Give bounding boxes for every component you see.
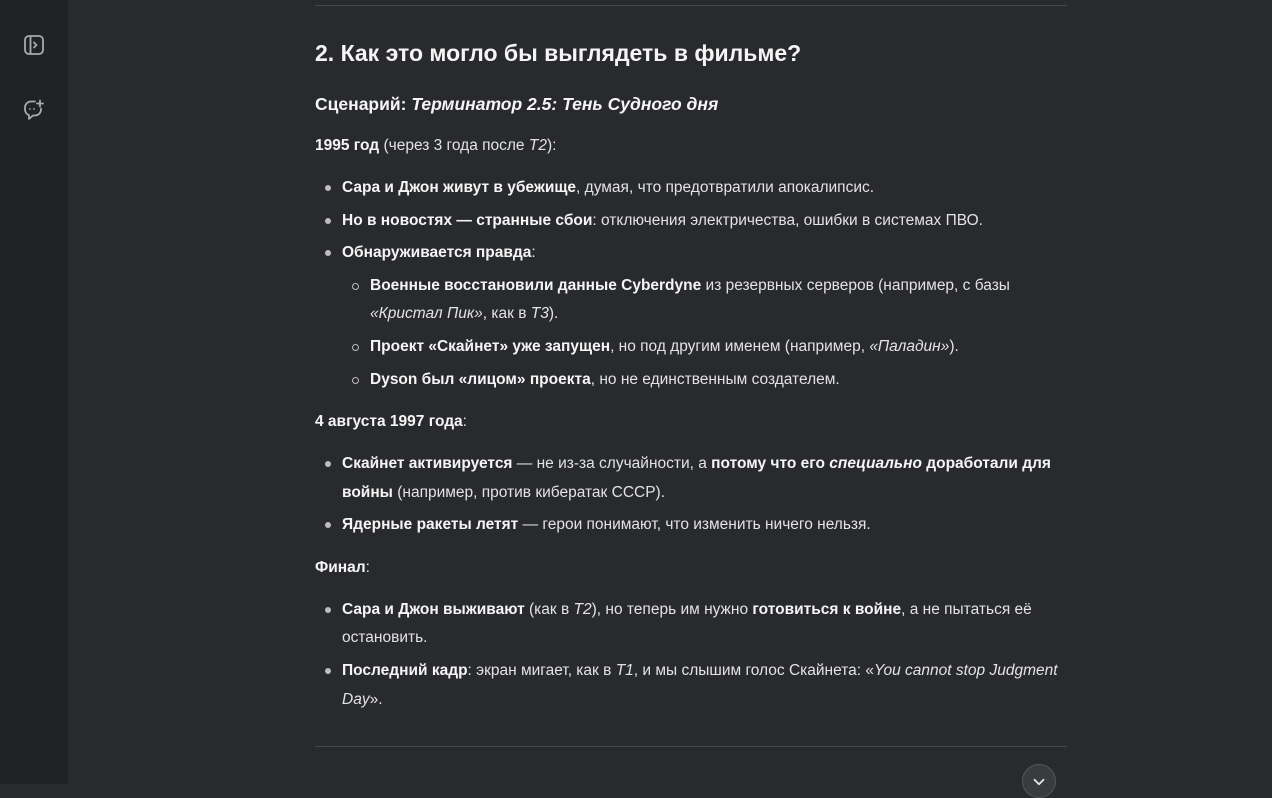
bullet	[325, 607, 331, 613]
bullet	[325, 668, 331, 674]
list-item: Скайнет активируется — не из-за случайности, а потому что его специально доработали для	[342, 455, 1051, 472]
sub-bullet	[352, 283, 359, 290]
bullet	[325, 461, 331, 467]
bullet	[325, 522, 331, 528]
final-paragraph: Финал:	[315, 559, 370, 576]
scenario-title: Сценарий: Терминатор 2.5: Тень Судного дня	[315, 94, 719, 114]
sub-list-item-continuation: «Кристал Пик», как в T3).	[370, 305, 559, 322]
divider-bottom	[315, 746, 1067, 747]
sidebar	[0, 0, 68, 784]
bullet	[325, 250, 331, 256]
sidebar-toggle-icon	[22, 33, 46, 57]
new-chat-icon	[22, 98, 46, 122]
sub-list-item: Военные восстановили данные Cyberdyne из резервных серверов (например, с базы	[370, 277, 1010, 294]
list-item-continuation: Day».	[342, 691, 383, 708]
date-paragraph: 4 августа 1997 года:	[315, 413, 467, 430]
list-item: Последний кадр: экран мигает, как в T1, и мы слышим голос Скайнета: «You cannot stop Judgment	[342, 662, 1058, 679]
year-paragraph: 1995 год (через 3 года после T2):	[315, 137, 557, 154]
list-item: Сара и Джон выживают (как в T2), но теперь им нужно готовиться к войне, а не пытаться её	[342, 601, 1032, 618]
divider-top	[315, 5, 1067, 6]
bullet	[325, 185, 331, 191]
list-item: Ядерные ракеты летят — герои понимают, что изменить ничего нельзя.	[342, 516, 871, 533]
sub-list-item: Проект «Скайнет» уже запущен, но под другим именем (например, «Паладин»).	[370, 338, 959, 355]
list-item-continuation: войны (например, против кибератак СССР).	[342, 484, 666, 501]
section-heading: 2. Как это могло бы выглядеть в фильме?	[315, 40, 802, 66]
list-item-continuation: остановить.	[342, 629, 428, 646]
new-chat-button[interactable]	[18, 94, 50, 126]
chevron-down-icon	[1030, 773, 1048, 791]
list-item: Сара и Джон живут в убежище, думая, что предотвратили апокалипсис.	[342, 179, 875, 196]
sub-bullet	[352, 344, 359, 351]
sub-bullet	[352, 377, 359, 384]
list-item: Но в новостях — странные сбои: отключения электричества, ошибки в системах ПВО.	[342, 212, 983, 229]
sub-list-item: Dyson был «лицом» проекта, но не единственным создателем.	[370, 371, 840, 388]
bullet	[325, 218, 331, 224]
list-item: Обнаруживается правда:	[342, 244, 536, 261]
sidebar-toggle-button[interactable]	[18, 29, 50, 61]
scroll-down-button[interactable]	[1022, 764, 1056, 798]
